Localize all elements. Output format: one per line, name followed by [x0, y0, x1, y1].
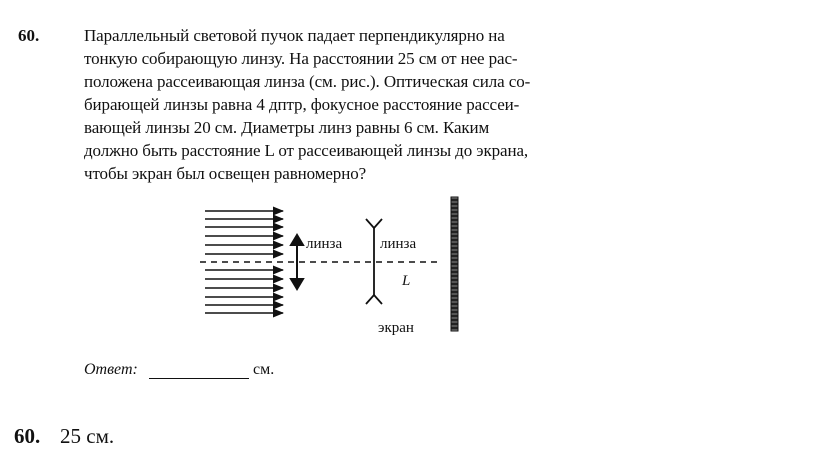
problem-line: Параллельный световой пучок падает перпендикулярно на: [84, 26, 505, 45]
solution-number: 60.: [14, 424, 41, 448]
solution-value: 25 см.: [60, 424, 115, 448]
converging-lens-label: линза: [306, 236, 343, 252]
screen-label: экран: [378, 320, 414, 336]
problem-line: чтобы экран был освещен равномерно?: [84, 164, 367, 183]
answer-label: Ответ:: [84, 361, 138, 378]
problem-line: вающей линзы 20 см. Диаметры линз равны 6 см. Каким: [84, 118, 490, 137]
problem-line: положена рассеивающая линза (см. рис.). Оптическая сила со-: [84, 72, 531, 91]
distance-label: L: [402, 273, 411, 289]
problem-number: 60.: [18, 26, 40, 45]
problem-line: должно быть расстояние L от рассеивающей линзы до экрана,: [84, 141, 529, 160]
diverging-lens-label: линза: [380, 236, 417, 252]
answer-unit: см.: [253, 361, 275, 378]
screen: [451, 197, 458, 331]
problem-line: бирающей линзы равна 4 дптр, фокусное расстояние рассеи-: [84, 95, 520, 114]
problem-line: тонкую собирающую линзу. На расстоянии 25 см от нее рас-: [84, 49, 518, 68]
answer-input[interactable]: [149, 364, 249, 379]
